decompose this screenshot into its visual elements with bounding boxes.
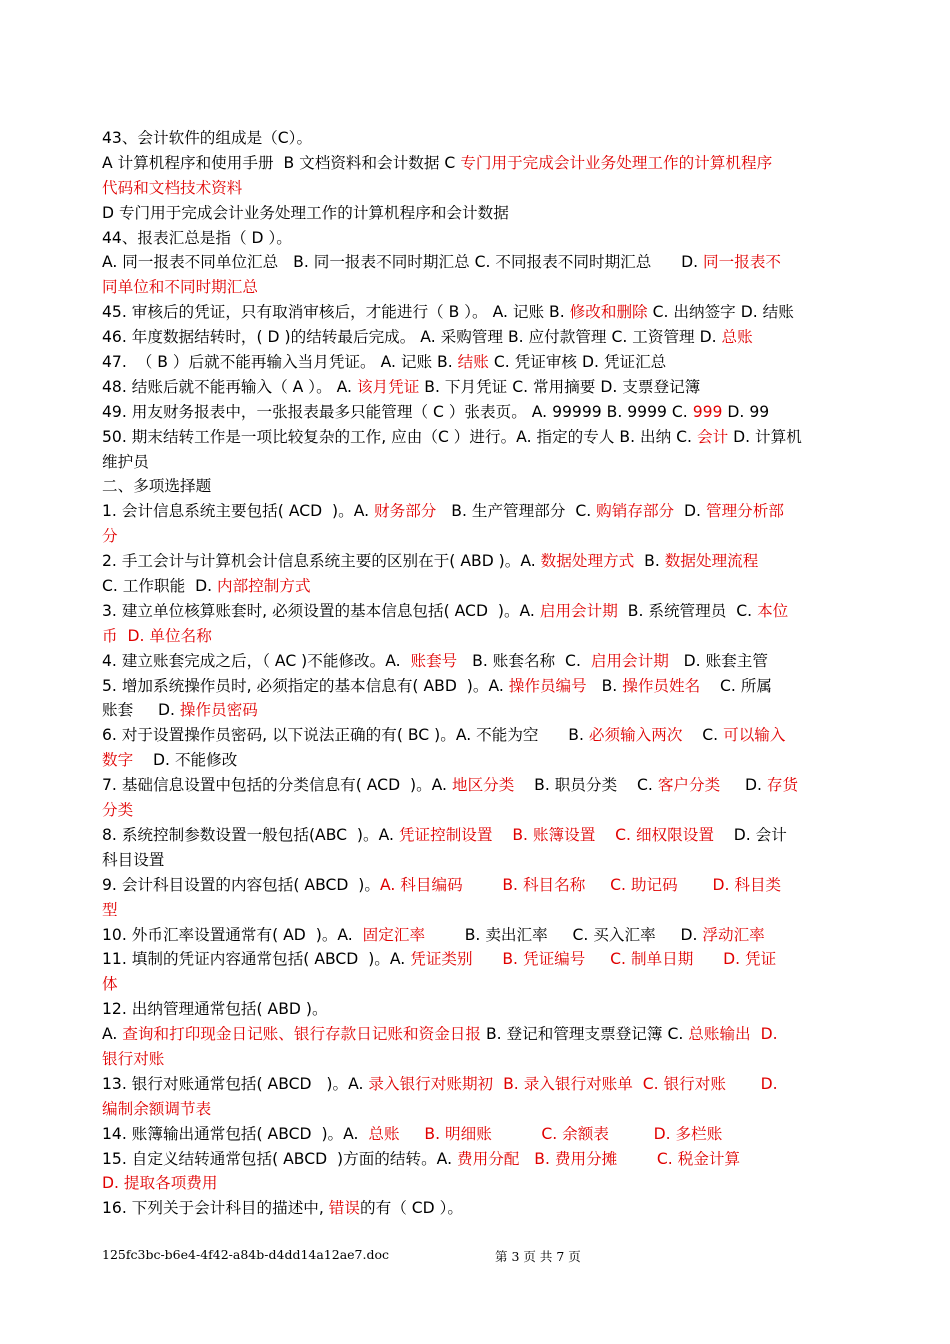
question-text: C. 出纳签字 D. 结账 [647, 303, 794, 322]
text-line [102, 474, 836, 499]
question-text: 科目设置 [102, 850, 165, 869]
answer-text: C. 税金计算 [656, 1149, 741, 1168]
text-line [102, 624, 836, 649]
answer-text: 代码和文档技术资料 [102, 178, 243, 197]
text-line [102, 499, 836, 524]
answer-text: 存货 [766, 776, 799, 795]
answer-text: 会计 [696, 427, 729, 446]
answer-text: 银行对账 [102, 1049, 165, 1068]
answer-text: D. 多栏账 [653, 1124, 723, 1143]
answer-text: D. 科目类 [712, 875, 782, 894]
answer-text: 数据处理方式 [540, 552, 635, 571]
text-line [102, 126, 836, 151]
question-text [726, 1075, 761, 1093]
answer-text: C. 余额表 [541, 1124, 609, 1143]
text-line [102, 524, 836, 549]
question-text [617, 1150, 657, 1168]
answer-text: 同一报表不 [703, 253, 782, 272]
text-line [102, 1047, 836, 1072]
question-text: D. 会计 [713, 825, 787, 844]
question-text [473, 950, 503, 968]
answer-text: 总账 [721, 328, 753, 347]
question-text: D. [674, 502, 706, 521]
question-text: 5. 增加系统操作员时, 必须指定的基本信息有( ABD )。A. [102, 676, 509, 695]
text-line [102, 773, 836, 798]
text-line [102, 176, 836, 201]
question-text: C. [682, 726, 724, 745]
text-line [102, 873, 836, 898]
text-line [102, 674, 836, 699]
text-line [102, 599, 836, 624]
answer-text: 启用会计期 [590, 651, 669, 670]
text-line [102, 201, 836, 226]
question-text: 50. 期末结转工作是一项比较复杂的工作, 应由（C ）进行。A. 指定的专人 B. 出纳 C. [102, 427, 697, 446]
answer-text: 账套号 [410, 651, 458, 670]
question-text: 1. 会计信息系统主要包括( ACD )。A. [102, 502, 374, 521]
text-line [102, 898, 836, 923]
question-text [585, 876, 610, 894]
answer-text: 总账输出 [688, 1025, 751, 1044]
answer-text: C. 银行对账 [642, 1074, 726, 1093]
question-text: B. [634, 552, 665, 571]
question-text [400, 1125, 425, 1143]
question-text: 9. 会计科目设置的内容包括( ABCD )。 [102, 875, 380, 894]
question-text: A. [102, 1025, 123, 1044]
question-text: A 计算机程序和使用手册 B 文档资料和会计数据 C [102, 153, 461, 172]
answer-text: B. 账簿设置 [512, 825, 596, 844]
answer-text: 错误 [328, 1199, 360, 1218]
question-text [633, 1075, 643, 1093]
text-line [102, 250, 836, 275]
question-text: 47. （ B ）后就不能再输入当月凭证。 A. 记账 B. [102, 353, 458, 372]
answer-text: 本位 [757, 601, 789, 620]
answer-text: 管理分析部 [705, 502, 784, 521]
answer-text: 内部控制方式 [217, 577, 311, 596]
text-line [102, 574, 836, 599]
question-text: 维护员 [102, 452, 149, 471]
answer-text: 录入银行对账期初 [368, 1074, 494, 1093]
text-line [102, 649, 836, 674]
footer-filename: 125fc3bc-b6e4-4f42-a84b-d4dd14a12ae7.doc [102, 1247, 390, 1262]
answer-text: 购销存部分 [596, 502, 675, 521]
question-text: 48. 结账后就不能再输入（ A ）。 A. [102, 377, 357, 396]
text-line [102, 1147, 836, 1172]
answer-text: 结账 [457, 353, 489, 372]
answer-text: B. 凭证编号 [502, 950, 586, 969]
question-text: D. 99 [722, 402, 770, 421]
question-text [609, 1125, 654, 1143]
text-line [102, 698, 836, 723]
answer-text: A. 科目编码 [380, 875, 463, 894]
question-text: 16. 下列关于会计科目的描述中, [102, 1199, 329, 1218]
question-text: D. [720, 776, 767, 795]
text-line [102, 300, 836, 325]
question-text: 的有（ CD ）。 [360, 1199, 463, 1218]
text-line [102, 923, 836, 948]
answer-text: D. 提取各项费用 [102, 1174, 218, 1193]
text-line [102, 275, 836, 300]
question-text [693, 950, 723, 968]
answer-text: 该月凭证 [356, 377, 420, 396]
question-text: 44、报表汇总是指（ D ）。 [102, 228, 292, 247]
answer-text: 凭证控制设置 [398, 825, 493, 844]
answer-text: C. 助记码 [610, 875, 678, 894]
question-text [463, 876, 503, 894]
question-text [519, 1150, 534, 1168]
question-text: 45. 审核后的凭证，只有取消审核后，才能进行（ B ）。 A. 记账 B. [102, 303, 570, 322]
question-text: 12. 出纳管理通常包括( ABD )。 [102, 1000, 328, 1019]
question-text: 3. 建立单位核算账套时, 必须设置的基本信息包括( ACD )。A. [102, 601, 540, 620]
question-text: 11. 填制的凭证内容通常包括( ABCD )。A. [102, 950, 411, 969]
question-text [493, 1075, 503, 1093]
text-line [102, 723, 836, 748]
answer-text: 编制余额调节表 [102, 1099, 212, 1118]
answer-text: 数字 [102, 751, 134, 770]
question-text: 8. 系统控制参数设置一般包括(ABC )。A. [102, 825, 399, 844]
answer-text: 客户分类 [657, 776, 721, 795]
question-text: A. 同一报表不同单位汇总 B. 同一报表不同时期汇总 C. 不同报表不同时期汇总 D. [102, 253, 704, 272]
question-text: 15. 自定义结转通常包括( ABCD )方面的结转。A. [102, 1149, 457, 1168]
answer-text: 分类 [102, 801, 134, 820]
answer-text: 操作员密码 [179, 701, 258, 720]
answer-text: 地区分类 [451, 776, 515, 795]
question-text: B. 下月凭证 C. 常用摘要 D. 支票登记簿 [419, 377, 701, 396]
question-text: 43、会计软件的组成是（C）。 [102, 129, 313, 147]
text-line [102, 997, 836, 1022]
question-text: C. 所属 [700, 676, 773, 695]
text-line [102, 1122, 836, 1147]
question-text: 10. 外币汇率设置通常有( AD )。A. [102, 925, 363, 944]
answer-text: D. [760, 1025, 778, 1044]
text-line [102, 1097, 836, 1122]
text-line [102, 425, 836, 450]
answer-text: 财务部分 [374, 502, 437, 521]
answer-text: 查询和打印现金日记账、银行存款日记账和资金日报 [122, 1025, 481, 1044]
text-line [102, 1171, 836, 1196]
answer-text: 可以输入 [723, 726, 786, 745]
question-text: B. [586, 676, 623, 695]
question-text: 13. 银行对账通常包括( ABCD )。A. [102, 1074, 369, 1093]
answer-text: 必须输入两次 [588, 726, 683, 745]
question-text: 14. 账簿输出通常包括( ABCD )。A. [102, 1124, 369, 1143]
answer-text: 固定汇率 [362, 925, 426, 944]
question-text [493, 826, 513, 844]
answer-text: 同单位和不同时期汇总 [102, 278, 258, 297]
answer-text: 浮动汇率 [702, 925, 765, 944]
answer-text: 操作员编号 [508, 676, 587, 695]
question-text: C. 工作职能 D. [102, 577, 218, 596]
question-text: 7. 基础信息设置中包括的分类信息有( ACD )。A. [102, 776, 452, 795]
question-text: 4. 建立账套完成之后，（ AC )不能修改。A. [102, 651, 411, 670]
text-line [102, 947, 836, 972]
answer-text: D. [760, 1074, 778, 1093]
question-text: 账套 D. [102, 701, 180, 720]
text-line [102, 972, 836, 997]
text-line [102, 450, 836, 475]
answer-text: 分 [102, 527, 118, 546]
question-text: 2. 手工会计与计算机会计信息系统主要的区别在于( ABD )。A. [102, 552, 541, 571]
footer-page-number: 第 3 页 共 7 页 [495, 1249, 581, 1264]
answer-text: C. 细权限设置 [615, 825, 714, 844]
question-text: 二、多项选择题 [102, 477, 212, 496]
question-text [678, 876, 713, 894]
text-line [102, 350, 836, 375]
answer-text: 币 D. 单位名称 [102, 626, 212, 645]
answer-text: C. 制单日期 [610, 950, 694, 969]
text-line [102, 226, 836, 251]
answer-text: 凭证类别 [410, 950, 473, 969]
question-text [492, 1125, 542, 1143]
text-line [102, 748, 836, 773]
text-line [102, 549, 836, 574]
document-body [102, 126, 836, 1221]
answer-text: 操作员姓名 [622, 676, 701, 695]
answer-text: B. 费用分摊 [534, 1149, 618, 1168]
question-text: B. 生产管理部分 C. [436, 502, 597, 521]
question-text: D 专门用于完成会计业务处理工作的计算机程序和会计数据 [102, 203, 509, 222]
text-line [102, 823, 836, 848]
answer-text: 型 [102, 900, 118, 919]
question-text: 6. 对于设置操作员密码, 以下说法正确的有( BC )。A. 不能为空 B. [102, 726, 589, 745]
text-line [102, 375, 836, 400]
answer-text: B. 录入银行对账单 [503, 1074, 633, 1093]
question-text: D. 不能修改 [133, 751, 238, 770]
question-text: D. 计算机 [728, 427, 802, 446]
question-text: B. 卖出汇率 C. 买入汇率 D. [425, 925, 703, 944]
text-line [102, 400, 836, 425]
text-line [102, 1072, 836, 1097]
answer-text: B. 明细账 [424, 1124, 492, 1143]
answer-text: B. 科目名称 [502, 875, 586, 894]
question-text: D. 账套主管 [668, 651, 768, 670]
answer-text: 启用会计期 [539, 601, 618, 620]
text-line [102, 151, 836, 176]
question-text [585, 950, 610, 968]
question-text: B. 系统管理员 C. [617, 601, 758, 620]
text-line [102, 1022, 836, 1047]
question-text: B. 账套名称 C. [457, 651, 591, 670]
text-line [102, 848, 836, 873]
question-text: B. 职员分类 C. [514, 776, 658, 795]
answer-text: 专门用于完成会计业务处理工作的计算机程序 [460, 153, 773, 172]
answer-text: 体 [102, 975, 118, 994]
question-text: 49. 用友财务报表中，一张报表最多只能管理（ C ）张表页。 A. 99999 B. 9999 C. [102, 402, 693, 421]
question-text [595, 826, 615, 844]
answer-text: 总账 [368, 1124, 400, 1143]
question-text: C. 凭证审核 D. 凭证汇总 [488, 353, 667, 372]
answer-text: 999 [692, 402, 723, 421]
answer-text: D. 凭证 [723, 950, 777, 969]
text-line [102, 798, 836, 823]
text-line [102, 325, 836, 350]
question-text: B. 登记和管理支票登记簿 C. [480, 1025, 689, 1044]
answer-text: 费用分配 [457, 1149, 520, 1168]
question-text: 46. 年度数据结转时，( D )的结转最后完成。 A. 采购管理 B. 应付款管理 C. 工资管理 D. [102, 328, 722, 347]
text-line [102, 1196, 836, 1221]
question-text [751, 1025, 761, 1043]
answer-text: 修改和删除 [569, 303, 648, 322]
answer-text: 数据处理流程 [664, 552, 759, 571]
